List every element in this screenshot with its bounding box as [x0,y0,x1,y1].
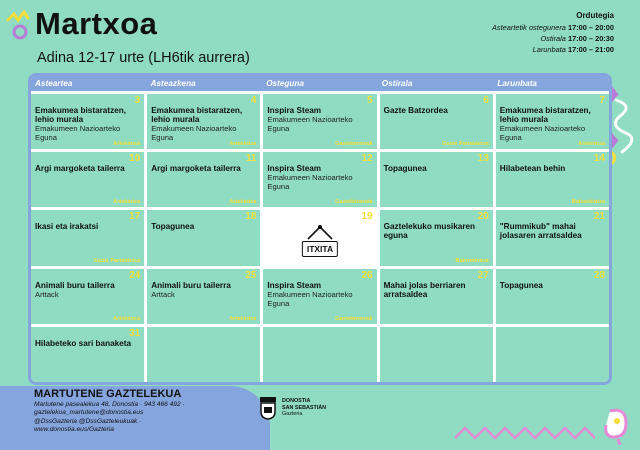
logo-line: DONOSTIA [282,398,311,405]
day-number: 14 [593,153,605,165]
calendar-day-cell [31,269,144,324]
program-tag: Balorekintza [455,257,489,264]
program-tag: Artekintza [229,199,257,206]
day-number: 10 [129,153,141,165]
day-number: 28 [593,269,605,281]
day-number: 27 [477,269,489,281]
day-number: 4 [250,95,257,106]
program-tag: Balorekintza [571,199,605,206]
event-subtitle: Emakumeen Nazioarteko Eguna [267,289,353,308]
day-number: 6 [483,95,489,106]
calendar-day-cell [496,94,609,149]
calendar-day-cell [496,210,609,265]
calendar-day-cell [147,152,260,207]
day-number: 24 [129,269,141,281]
event-subtitle: Emakumeen Nazioarteko Eguna [35,124,121,142]
program-tag: Artekintza [229,141,257,148]
event-title: Argi margoketa tailerra [35,164,125,174]
event-subtitle: Emakumeen Nazioarteko Eguna [267,173,353,192]
opening-hours-time: 17:00 – 21:00 [567,45,614,54]
program-tag: Gaztekimenak [334,315,373,322]
page-title: Martxoa [35,6,158,41]
city-logo [259,396,326,420]
event-title: Argi margoketa tailerra [151,164,241,174]
day-number: 18 [245,211,257,223]
calendar-day-cell [496,152,609,207]
weekday-thursday: Osteguna [266,79,304,88]
logo-line: SAN SEBASTIÁN [282,404,327,411]
opening-hours-time: 17:00 – 20:30 [567,34,614,43]
opening-hours-time: 17:00 – 20:00 [567,23,614,32]
calendar-day-cell [263,152,376,207]
calendar-day-cell [31,94,144,149]
monthly-calendar [28,73,612,385]
event-subtitle: Emakumeen Nazioarteko Eguna [499,124,586,142]
event-title: Topagunea [383,164,427,174]
calendar-day-cell [263,269,376,324]
calendar-day-cell [496,327,609,382]
day-number: 17 [129,211,141,223]
footer-social: @DssGazteria @DssGazteleukuak · [34,417,142,425]
event-subtitle: Arttack [35,289,59,299]
mascot-icon [600,405,634,445]
event-title: Topagunea [499,280,543,290]
program-tag: Artekintza [577,141,605,148]
calendar-day-cell [380,327,493,382]
calendar-grid [31,91,609,382]
closed-sign [293,221,347,261]
event-title: Emakumea bistaratzen, lehio murala [499,106,591,124]
program-tag: Artekintza [113,141,141,148]
opening-hours-days: Larunbata [532,45,566,54]
event-title: Topagunea [151,222,195,232]
event-title: Inspira Steam [267,280,322,290]
shield-icon [259,396,277,420]
calendar-day-cell [380,210,493,265]
program-tag: Gazte Partaidetza [442,141,489,148]
opening-hours-row [492,44,614,55]
white-squiggle-icon [612,96,638,156]
opening-hours-days: Ostirala [540,34,566,43]
event-subtitle: Arttack [151,289,175,299]
program-tag: Gaztekimenak [334,199,373,206]
event-title: Inspira Steam [267,106,322,115]
event-title: Animali buru tailerra [151,280,231,290]
day-number: 3 [134,95,141,106]
calendar-day-cell [380,269,493,324]
calendar-day-cell [380,94,493,149]
program-tag: Gazte Partaidetza [93,257,141,264]
day-number: 12 [361,153,373,165]
calendar-day-cell [147,94,260,149]
day-number: 5 [367,95,373,106]
footer-contact [34,401,185,434]
day-number: 11 [245,153,257,165]
weekday-saturday: Larunbata [497,79,537,88]
opening-hours-title: Ordutegia [576,11,614,20]
event-title: Mahai jolas berriaren arratsaldea [383,280,466,299]
weekday-tuesday: Asteartea [35,79,73,88]
day-number: 7 [599,95,605,106]
day-number: 21 [593,211,605,223]
calendar-day-cell [147,210,260,265]
opening-hours-days: Asteartetik ostegunera [491,23,566,32]
calendar-day-cell [31,152,144,207]
program-tag: Gaztekimenak [334,141,373,148]
yellow-zigzag-icon [2,2,36,42]
day-number: 25 [245,269,257,281]
program-tag: Artekintza [113,199,141,206]
opening-hours [492,10,614,55]
event-title: "Rummikub" mahai jolasaren arratsaldea [499,222,582,241]
opening-hours-row [492,22,614,33]
calendar-day-cell [31,327,144,382]
weekday-wednesday: Asteazkena [150,79,196,88]
day-number: 20 [477,211,489,223]
event-title: Animali buru tailerra [35,280,115,290]
weekday-friday: Ostirala [381,79,413,88]
calendar-day-cell [31,210,144,265]
event-title: Hilabeteko sari banaketa [35,338,132,348]
logo-line: Gazteria [282,411,303,418]
event-title: Ikasi eta irakatsi [35,222,99,232]
day-number: 13 [477,153,489,165]
event-subtitle: Emakumeen Nazioarteko Eguna [267,115,353,133]
calendar-day-cell [263,210,376,265]
age-range-subtitle: Adina 12-17 urte (LH6tik aurrera) [37,50,250,66]
day-number: 26 [361,269,373,281]
event-title: Inspira Steam [267,164,322,174]
footer-website: www.donostia.eus/Gazteria [34,425,114,433]
opening-hours-row [492,33,614,44]
day-number: 31 [129,327,141,339]
program-tag: Artekintza [113,315,141,322]
event-title: Emakumea bistaratzen, lehio murala [35,106,127,124]
calendar-day-cell [147,269,260,324]
program-tag: Artekintza [229,315,257,322]
calendar-day-cell [263,327,376,382]
event-title: Gazte Batzordea [383,106,448,115]
pink-zigzag-icon [455,422,595,444]
logo-text [282,398,326,417]
footer-title: MARTUTENE GAZTELEKUA [34,388,182,400]
day-number: 19 [361,211,373,223]
event-title: Gaztelekuko musikaren eguna [383,222,476,241]
calendar-day-cell [380,152,493,207]
weekday-header [31,76,609,91]
calendar-day-cell [496,269,609,324]
event-title: Emakumea bistaratzen, lehio murala [151,106,243,124]
calendar-day-cell [147,327,260,382]
footer-address: Martutene pasealekua 48, Donostia · 943 466 492 · [34,401,185,408]
event-subtitle: Emakumeen Nazioarteko Eguna [151,124,237,142]
calendar-day-cell [263,94,376,149]
closed-label: ITXITA [302,241,338,257]
footer-email: gaztelekua_martutene@donostia.eus [34,409,144,417]
event-title: Hilabetean behin [499,164,566,174]
